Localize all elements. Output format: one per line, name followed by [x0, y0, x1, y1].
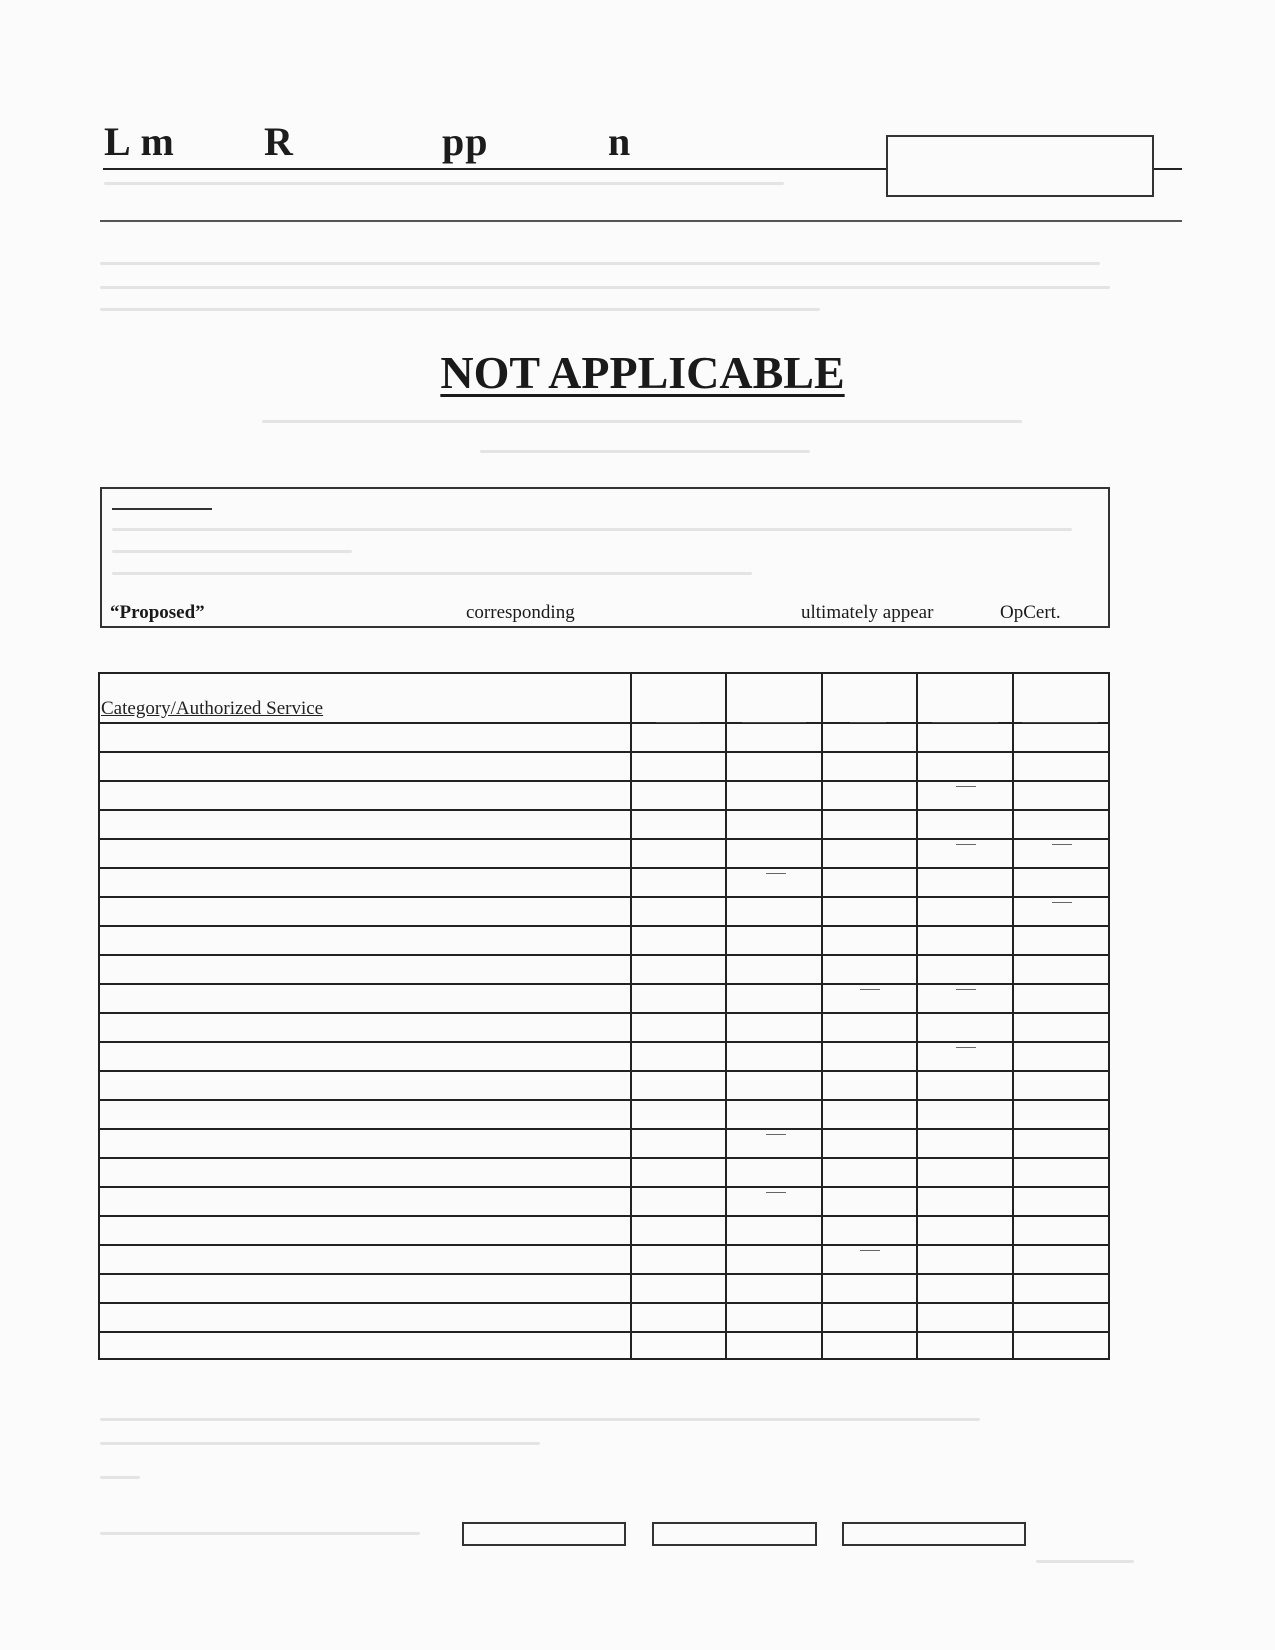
faint-footer-line: [100, 1442, 540, 1445]
cell-dash-mark: [766, 1134, 786, 1135]
table-border-right: [1108, 672, 1110, 1360]
table-row: [98, 1244, 1110, 1246]
footer-field-box-2[interactable]: [652, 1522, 817, 1546]
cell-dash-mark: [860, 1250, 880, 1251]
faint-instruction-line: [262, 420, 1022, 423]
cell-dash-mark: [1052, 844, 1072, 845]
cell-dash-mark: [956, 1047, 976, 1048]
cell-dash-mark: [1052, 902, 1072, 903]
faint-note-line: [112, 528, 1072, 531]
header-title-fragment-1: L m: [104, 119, 175, 164]
note-heading-rule: [112, 508, 212, 510]
table-row: [98, 1099, 1110, 1101]
note-word-proposed: “Proposed”: [110, 602, 205, 623]
faint-footer-line: [100, 1532, 420, 1535]
header-title-fragment-2: R: [264, 119, 294, 164]
note-word-ultimately-appear: ultimately appear: [801, 602, 934, 623]
table-row: [98, 1186, 1110, 1188]
table-row: [98, 1041, 1110, 1043]
table-border-top: [98, 672, 1110, 674]
table-header-category: Category/Authorized Service: [101, 698, 324, 719]
cell-dash-mark: [956, 989, 976, 990]
faint-paragraph-line: [100, 286, 1110, 289]
header-id-box: [886, 135, 1154, 197]
page-title: NOT APPLICABLE: [440, 347, 845, 398]
header-underline-tail: [1154, 168, 1182, 170]
table-row: [98, 838, 1110, 840]
table-row: [98, 1215, 1110, 1217]
table-row: [98, 780, 1110, 782]
table-column-divider: [821, 672, 823, 1360]
table-header-placeholder: [932, 722, 998, 723]
table-row: [98, 751, 1110, 753]
header-divider: [100, 220, 1182, 222]
table-row: [98, 867, 1110, 869]
table-column-divider: [630, 672, 632, 1360]
table-row: [98, 1012, 1110, 1014]
faint-footer-line: [100, 1476, 140, 1479]
table-row: [98, 896, 1110, 898]
table-column-divider: [1012, 672, 1014, 1360]
table-row: [98, 1302, 1110, 1304]
header-title-fragment-4: n: [608, 119, 632, 164]
table-header-placeholder: [742, 722, 806, 723]
faint-note-line: [112, 572, 752, 575]
table-header-placeholder: [656, 722, 700, 723]
header-underline: [103, 168, 886, 170]
note-word-corresponding: corresponding: [466, 602, 575, 623]
table-border-left: [98, 672, 100, 1360]
table-row: [98, 1273, 1110, 1275]
faint-note-line: [112, 550, 352, 553]
table-row: [98, 1331, 1110, 1333]
table-row: [98, 1070, 1110, 1072]
faint-paragraph-line: [100, 308, 820, 311]
note-box: [100, 487, 1110, 628]
table-header-placeholder: [850, 722, 886, 723]
table-row: [98, 1157, 1110, 1159]
cell-dash-mark: [956, 844, 976, 845]
faint-instruction-line: [480, 450, 810, 453]
cell-dash-mark: [766, 1192, 786, 1193]
faint-footer-code: [1036, 1560, 1134, 1563]
table-row: [98, 983, 1110, 985]
faint-paragraph-line: [100, 262, 1100, 265]
faint-footer-line: [100, 1418, 980, 1421]
footer-field-box-1[interactable]: [462, 1522, 626, 1546]
table-column-divider: [916, 672, 918, 1360]
faint-subtitle: [104, 182, 784, 185]
table-row: [98, 1128, 1110, 1130]
table-row: [98, 809, 1110, 811]
footer-field-box-3[interactable]: [842, 1522, 1026, 1546]
cell-dash-mark: [956, 786, 976, 787]
cell-dash-mark: [766, 873, 786, 874]
table-header-placeholder: [1022, 722, 1098, 723]
authorized-service-table: [98, 672, 1110, 1360]
table-row: [98, 954, 1110, 956]
note-word-opcert: OpCert.: [1000, 602, 1061, 623]
cell-dash-mark: [860, 989, 880, 990]
table-column-divider: [725, 672, 727, 1360]
table-border-bottom: [98, 1358, 1110, 1360]
header-title-fragment-3: pp: [442, 119, 489, 164]
table-row: [98, 925, 1110, 927]
